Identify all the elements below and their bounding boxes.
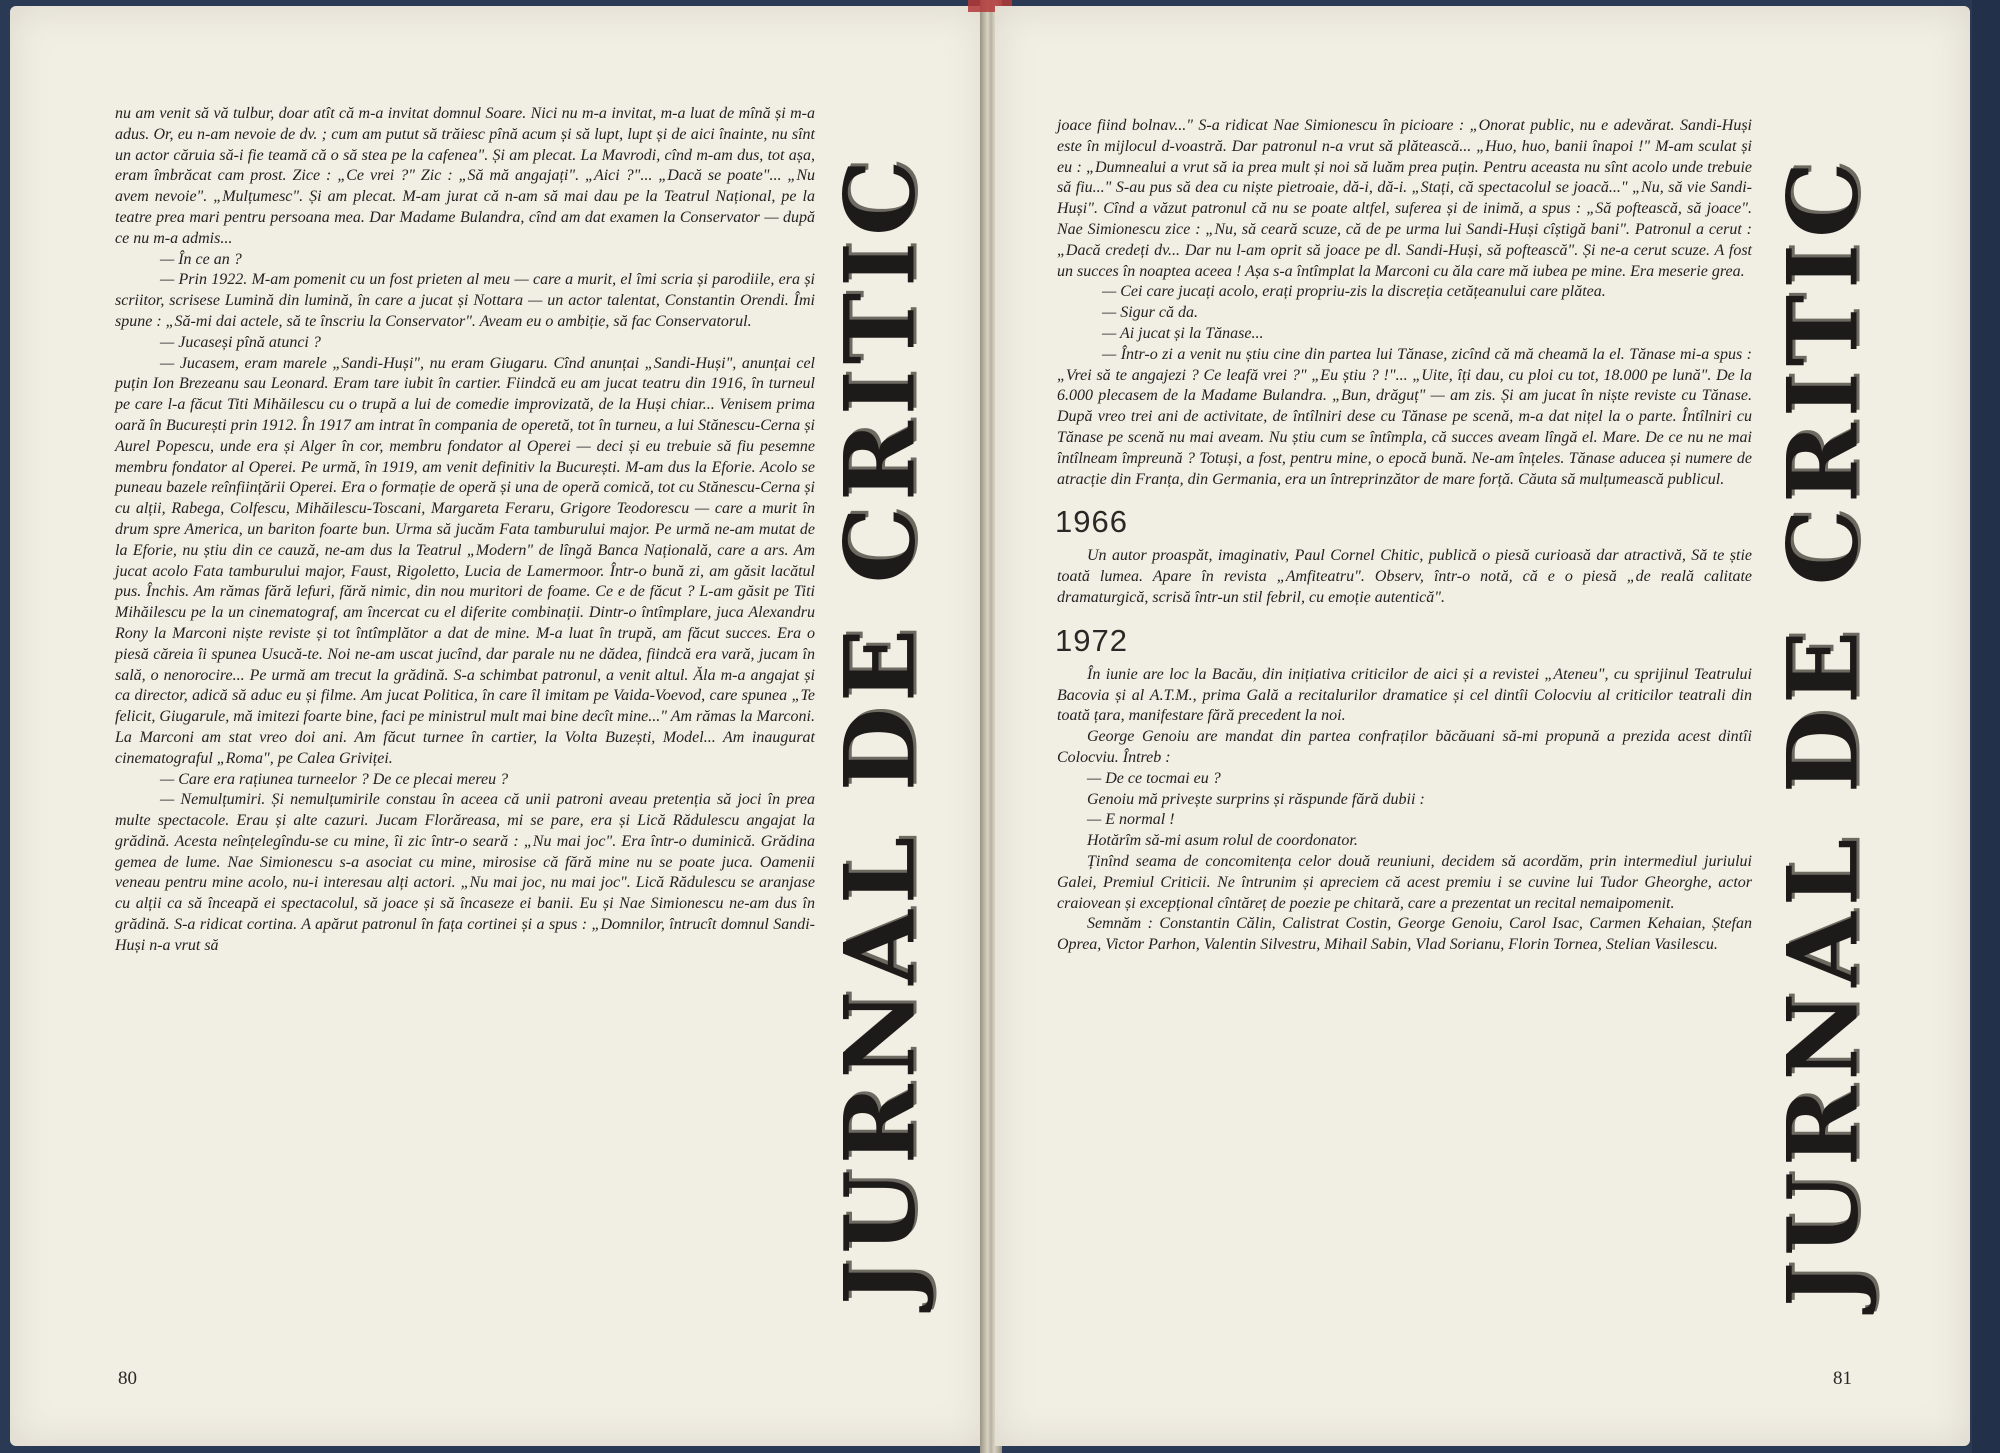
- paragraph: — Care era rațiunea turneelor ? De ce plecai mereu ?: [160, 770, 509, 788]
- paragraph: joace fiind bolnav..." S-a ridicat Nae Simionescu în picioare : „Onorat public, nu e adevărat. Sandi-Huși este în mijlocul d-voastră. Dar patronul n-a vrut să plătească... „Huo, huo, banii înapoi !" M-am sculat și eu : „Dumnealui a vrut să ia prea mult și noi să luăm prea puțin. Pentru aceasta nu sînt acolo unde trebuie să fiu..." S-au pus să dea cu niște pietroaie, dă-i, dă-i. „Stați, că spectacolul se joacă..." „Nu, să vie Sandi-Huși". Cînd a văzut patronul că nu se poate altfel, suferea și de inimă, a spus : „Să poftească, să joace". Nae Simionescu zice : „Nu, să ceară scuze, că de pe urma lui Sandi-Huși cîștigă bani". Patronul a cerut : „Dacă credeți dv... Dar nu l-am oprit să joace pe dl. Sandi-Huși, să poftească". Și ne-a cerut scuze. A fost un succes în noaptea aceea ! Așa s-a întîmplat la Marconi cu ăla care mă iubea pe mine. Era meserie grea.: [1057, 117, 1752, 280]
- vertical-title: JURNAL DE CRITIC: [1766, 155, 1880, 1307]
- paragraph: — E normal !: [1087, 811, 1175, 829]
- paragraph: — Prin 1922. M-am pomenit cu un fost prieten al meu — care a murit, el îmi scria și parodiile, era și scriitor, scrisese Lumină din lumină, în care a jucat și Nottara — un actor talentat, Constantin Orendi. Îmi spune : „Să-mi dai actele, să te înscriu la Conservator". Aveam eu o ambiție, să fac Conservatorul.: [115, 271, 815, 330]
- left-page: [10, 6, 985, 1446]
- book-cover-edge: [1972, 0, 2000, 1453]
- paragraph: Ținînd seama de concomitența celor două reuniuni, decidem să acordăm, prin intermediul juriului Galei, Premiul Criticii. Ne întrunim și apreciem că acest premiu i se cuvine lui Tudor Gheorghe, actor craiovean și excepțional cîntăreț de poezie pe chitară, care a prezentat un recital nemaipomenit.: [1057, 852, 1752, 912]
- paragraph: — Ai jucat și la Tănase...: [1102, 324, 1264, 342]
- paragraph: Semnăm : Constantin Călin, Calistrat Costin, George Genoiu, Carol Isac, Carmen Kehaian, Ștefan Oprea, Victor Parhon, Valentin Silvestru, Mihail Sabin, Vlad Sorianu, Florin Tornea, Stelian Vasilescu.: [1057, 915, 1752, 954]
- paragraph: Genoiu mă privește surprins și răspunde fără dubii :: [1087, 790, 1425, 808]
- page-number: 81: [1833, 1368, 1852, 1389]
- journal-title-band: [823, 104, 937, 1354]
- paragraph: — Jucasem, eram marele „Sandi-Huși", nu eram Giugaru. Cînd anunțai „Sandi-Huși", anunțai cel puțin Ion Brezeanu sau Leonard. Eram tare iubit în cartier. Fiindcă eu am jucat teatru din 1916, în turneul pe care l-a făcut Titi Mihăilescu cu o trupă a lui de comedie improvizată, de la Huși chiar... Venisem prima oară în București prin 1912. În 1917 am intrat în compania de operetă, tot în turneu, a lui Stănescu-Cerna și Aurel Popescu, unde era și Alger în cor, membru fondator al Operei — deci și eu trebuie să fiu pesemne membru fondator al Operei. Pe urmă, în 1919, am venit definitiv la București. M-am dus la Eforie. Acolo se puneau bazele reînființării Operei. Era o formație de operă și una de operă comică, tot cu Stănescu-Cerna și cu alții, Rabega, Colfescu, Mihăilescu-Toscani, Margareta Feraru, Grigore Teodorescu — care a murit în drum spre America, un bariton foarte bun. Urma să jucăm Fata tamburului major. Pe urmă ne-am mutat de la Eforie, nu știu din ce cauză, ne-am dus la Teatrul „Modern" de lîngă Banca Națională, care a ars. Am jucat acolo Fata tamburului major, Faust, Rigoletto, Lucia de Lamermoor. Într-o bună zi, am găsit lacătul pus. Închis. Am rămas fără lefuri, fără nimic, din nou muritori de foame. Ce e de făcut ? L-am găsit pe Titi Mihăilescu pe la un cinematograf, am încercat cu el diferite combinații. Dintr-o întîmplare, juca Alexandru Rony la Marconi niște reviste și tot întîmplător a dat de mine. M-a luat în trupă, am făcut succes. Era o piesă căreia îi spunea Usucă-te. Noi ne-am uscat jucînd, dar parale nu ne dădea, fiindcă era vară, jucam în sală, o nenorocire... Pe urmă am trecut la grădină. S-a schimbat patronul, a venit altul. Ăla m-a angajat și ca director, adică să aduc eu și filme. Am jucat Politica, în care îl imitam pe Vaida-Voevod, care spunea „Te felicit, Giugarule, mă imitezi foarte bine, faci pe ministrul mult mai bine decît mine..." Am rămas la Marconi. La Marconi am stat vreo doi ani. Am făcut turnee în cartier, la Volta Buzești, Model... Am inaugurat cinematograful „Roma", pe Calea Griviței.: [115, 354, 815, 767]
- right-page: [995, 6, 1970, 1446]
- vertical-title: JURNAL DE CRITIC: [823, 153, 937, 1305]
- paragraph: — Sigur că da.: [1102, 304, 1198, 322]
- paragraph: — Cei care jucați acolo, erați propriu-zis la discreția cetățeanului care plătea.: [1102, 283, 1606, 301]
- right-page-text: [1057, 116, 1752, 956]
- paragraph: — În ce an ?: [160, 250, 242, 268]
- paragraph: În iunie are loc la Bacău, din inițiativa criticilor de aici și a revistei „Ateneu", cu sprijinul Teatrului Bacovia și al A.T.M., prima Gală a recitalurilor dramatice și cel dintîi Colocviu al criticilor teatrali din toată țara, manifestare fără precedent la noi.: [1057, 665, 1752, 725]
- paragraph: — Într-o zi a venit nu știu cine din partea lui Tănase, zicînd că mă cheamă la el. Tănase mi-a spus : „Vrei să te angajezi ? Ce leafă vrei ?" „Eu știu ? !"... „Uite, îți dau, cu ploi cu tot, 18.000 pe lună". De la 6.000 plecasem de la Madame Bulandra. „Bun, drăguț" — am zis. Și am jucat în niște reviste cu Tănase. După vreo trei ani de activitate, de întîlniri dese cu Tănase pe scenă, m-a dat nițel la o parte. Întîlniri cu Tănase pe scenă nu mai aveam. Nu știu cum se întîmpla, că succes aveam lîngă el. Mare. De ce nu ne mai întîlneam împreună ? Totuși, a fost, pentru mine, o epocă bună. Ne-am înțeles. Tănase aducea și numere de atracție din Franța, din Germania, era un întreprinzător de mare forță. Căuta să mulțumească publicul.: [1057, 345, 1752, 488]
- left-page-text: [115, 104, 815, 957]
- paragraph: Un autor proaspăt, imaginativ, Paul Cornel Chitic, publică o piesă curioasă dar atractivă, Să te știe toată lumea. Apare în revista „Amfiteatru". Observ, într-o notă, că e o piesă „de reală calitate dramaturgică, scrisă într-un stil febril, cu emoție autentică".: [1057, 547, 1752, 606]
- page-number: 80: [118, 1368, 137, 1389]
- year-heading-1966: 1966: [1055, 504, 1128, 540]
- paragraph: — Jucaseși pînă atunci ?: [160, 333, 321, 351]
- journal-title-band: [1766, 106, 1880, 1356]
- paragraph: Hotărîm să-mi asum rolul de coordonator.: [1087, 832, 1358, 850]
- paragraph: — Nemulțumiri. Și nemulțumirile constau în aceea că unii patroni aveau pretenția să joci în prea multe spectacole. Erau și alte cazuri. Jucam Florăreasa, mi se pare, era și Lică Rădulescu angajat la grădină. Acesta neînțelegîndu-se cu mine, îi zic într-o seară : „Nu mai joc". Era într-o duminică. Grădina gemea de lume. Nae Simionescu s-a asociat cu mine, mirosise că fără mine nu se poate juca. Oamenii veneau pentru mine acolo, nu-i interesau alți actori. „Nu mai joc, nu mai joc". Lică Rădulescu se aranjase cu alții ca să înceapă ei spectacolul, să joace și să încaseze ei banii. Eu și Nae Simionescu ne-am dus în grădină. S-a ridicat cortina. A apărut patronul în fața cortinei și a spus : „Domnilor, întrucît domnul Sandi-Huși n-a vrut să: [115, 791, 815, 954]
- year-heading-1972: 1972: [1055, 622, 1128, 658]
- paragraph: nu am venit să vă tulbur, doar atît că m-a invitat domnul Soare. Nici nu m-a invitat, m-a luat de mînă și m-a adus. Or, eu n-am nevoie de dv. ; cum am putut să trăiesc pînă acum și să lupt, lupt și de aici înainte, nu sînt un actor căruia să-i fie teamă că o să stea pe la cafenea". Și am plecat. La Mavrodi, cînd m-am dus, tot așa, eram îmbrăcat cam prost. Zice : „Ce vrei ?" Zic : „Să mă angajați". „Aici ?"... „Dacă se poate"... „Nu avem nevoie". „Mulțumesc". Și am plecat. M-am jurat că n-am să mai dau pe la Teatrul Național, pe la teatre prea mari pentru persoana mea. Dar Madame Bulandra, cînd am dat examen la Conservator — după ce nu m-a admis...: [115, 105, 815, 247]
- paragraph: George Genoiu are mandat din partea confraților băcăuani să-mi propună a prezida acest dintîi Colocviu. Întreb :: [1057, 728, 1752, 766]
- paragraph: — De ce tocmai eu ?: [1087, 769, 1221, 787]
